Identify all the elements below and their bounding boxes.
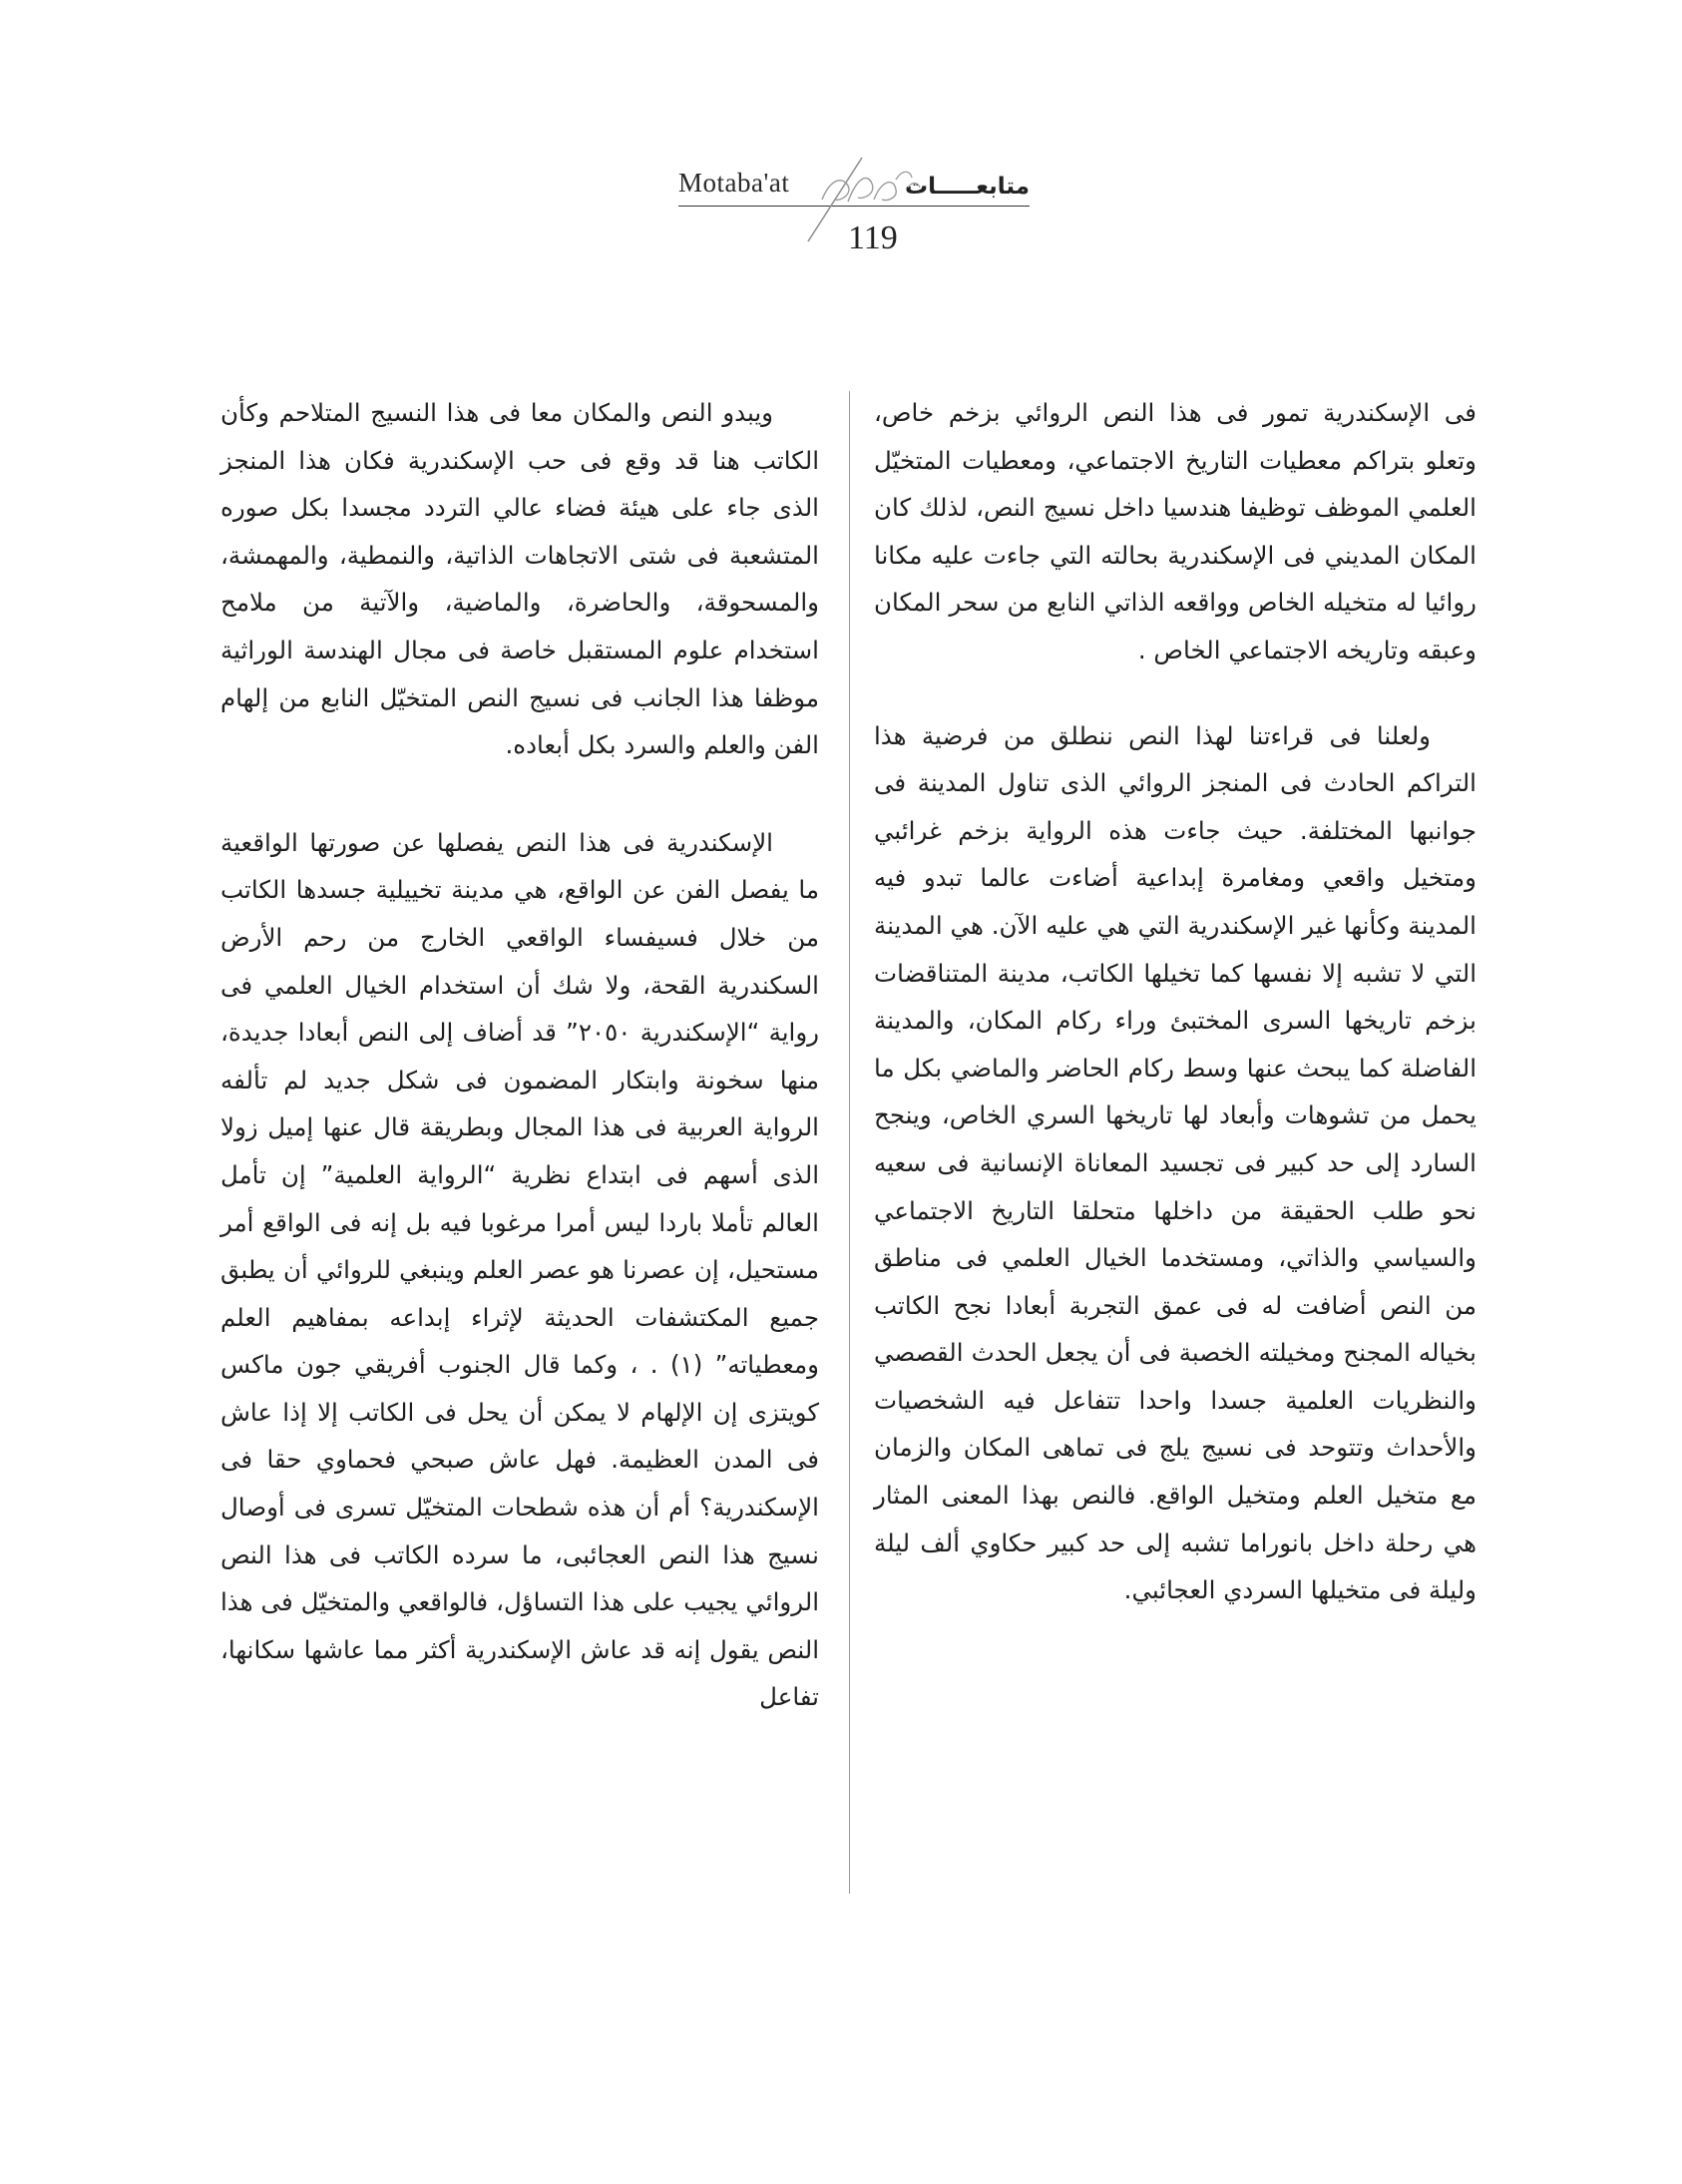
left-paragraph-2: الإسكندرية فى هذا النص يفصلها عن صورتها الواقعية ما يفصل الفن عن الواقع، هي مدينة تخييلية جسدها الكاتب من خلال فسيفساء الواقعي الخارج من رحم الأرض السكندرية القحة، ولا شك أن استخدام الخيال العلمي فى رواية “الإسكندرية ٢٠٥٠” قد أضاف إلى النص أبعادا جديدة، منها سخونة وابتكار المضمون فى شكل جديد لم تألفه الرواية العربية فى هذا المجال وبطريقة قال عنها إميل زولا الذى أسهم فى ابتداع نظرية “الرواية العلمية” إن تأمل العالم تأملا باردا ليس أمرا مرغوبا فيه بل إنه فى الواقع أمر مستحيل، إن عصرنا هو عصر العلم وينبغي للروائي أن يطبق جميع المكتشفات الحديثة لإثراء إبداعه بمفاهيم العلم ومعطياته” (١) . ، وكما قال الجنوب أفريقي جون ماكس كويتزى إن الإلهام لا يمكن أن يحل فى الكاتب إلا إذا عاش فى المدن العظيمة. فهل عاش صبحي فحماوي حقا فى الإسكندرية؟ أم أن هذه شطحات المتخيّل تسرى فى أوصال نسيج هذا النص العجائبى، ما سرده الكاتب فى هذا النص الروائي يجيب على هذا التساؤل، فالواقعي والمتخيّل فى هذا النص يقول إنه قد عاش الإسكندرية أكثر مما عاشها سكانها، تفاعل	[220, 827, 819, 1712]
page-number: 119	[848, 219, 898, 256]
right-paragraph-1: فى الإسكندرية تمور فى هذا النص الروائي بزخم خاص، وتعلو بتراكم معطيات التاريخ الاجتماعي، ومعطيات المتخيّل العلمي الموظف توظيفا هندسيا داخل نسيج النص، لذلك كان المكان المديني فى الإسكندرية بحالته التي جاءت عليه مكانا روائيا له متخيله الخاص وواقعه الذاتي النابع من سحر المكان وعبقه وتاريخه الاجتماعي الخاص .	[874, 398, 1476, 664]
right-paragraph-2: ولعلنا فى قراءتنا لهذا النص ننطلق من فرضية هذا التراكم الحادث فى المنجز الروائي الذى تناول المدينة فى جوانبها المختلفة. حيث جاءت هذه الرواية بزخم غرائبي ومتخيل واقعي ومغامرة إبداعية أضاءت عالما تبدو فيه المدينة وكأنها غير الإسكندرية التي هي عليه الآن. هي المدينة التي لا تشبه إلا نفسها كما تخيلها الكاتب، مدينة المتناقضات بزخم تاريخها السرى المختبئ وراء ركام المكان، والمدينة الفاضلة كما يبحث عنها وسط ركام الحاضر والماضي بكل ما يحمل من تشوهات وأبعاد لها تاريخها السري الخاص، وينجح السارد إلى حد كبير فى تجسيد المعاناة الإنسانية فى سعيه نحو طلب الحقيقة من داخلها متحلقا التاريخ الاجتماعي والسياسي والذاتي، ومستخدما الخيال العلمي فى مناطق من النص أضافت له فى عمق التجربة أبعادا نجح الكاتب بخياله المجنح ومخيلته الخصبة فى أن يجعل الحدث القصصي والنظريات العلمية جسدا واحدا تتفاعل فيه الشخصيات والأحداث وتتوحد فى نسيج يلج فى تماهى المكان والزمان مع متخيل العلم ومتخيل الواقع. فالنص بهذا المعنى المثار هي رحلة داخل بانوراما تشبه إلى حد كبير حكاوي ألف ليلة وليلة فى متخيلها السردي العجائبي.	[874, 720, 1476, 1605]
left-paragraph-1: ويبدو النص والمكان معا فى هذا النسيج المتلاحم وكأن الكاتب هنا قد وقع فى حب الإسكندرية فكان هذا المنجز الذى جاء على هيئة فضاء عالي التردد مجسدا بكل صوره المتشعبة فى شتى الاتجاهات الذاتية، والنمطية، والمهمشة، والمسحوقة، والحاضرة، والماضية، والآتية من ملامح استخدام علوم المستقبل خاصة فى مجال الهندسة الوراثية موظفا هذا الجانب فى نسيج النص المتخيّل النابع من إلهام الفن والعلم والسرد بكل أبعاده.	[220, 398, 819, 760]
left-column	[220, 389, 819, 1721]
right-column	[874, 389, 1476, 1614]
page-header	[658, 150, 1057, 259]
journal-title-latin: Motaba'at	[678, 168, 790, 198]
journal-title-arabic: متابعـــــات	[905, 174, 1030, 200]
column-divider	[849, 391, 850, 1894]
